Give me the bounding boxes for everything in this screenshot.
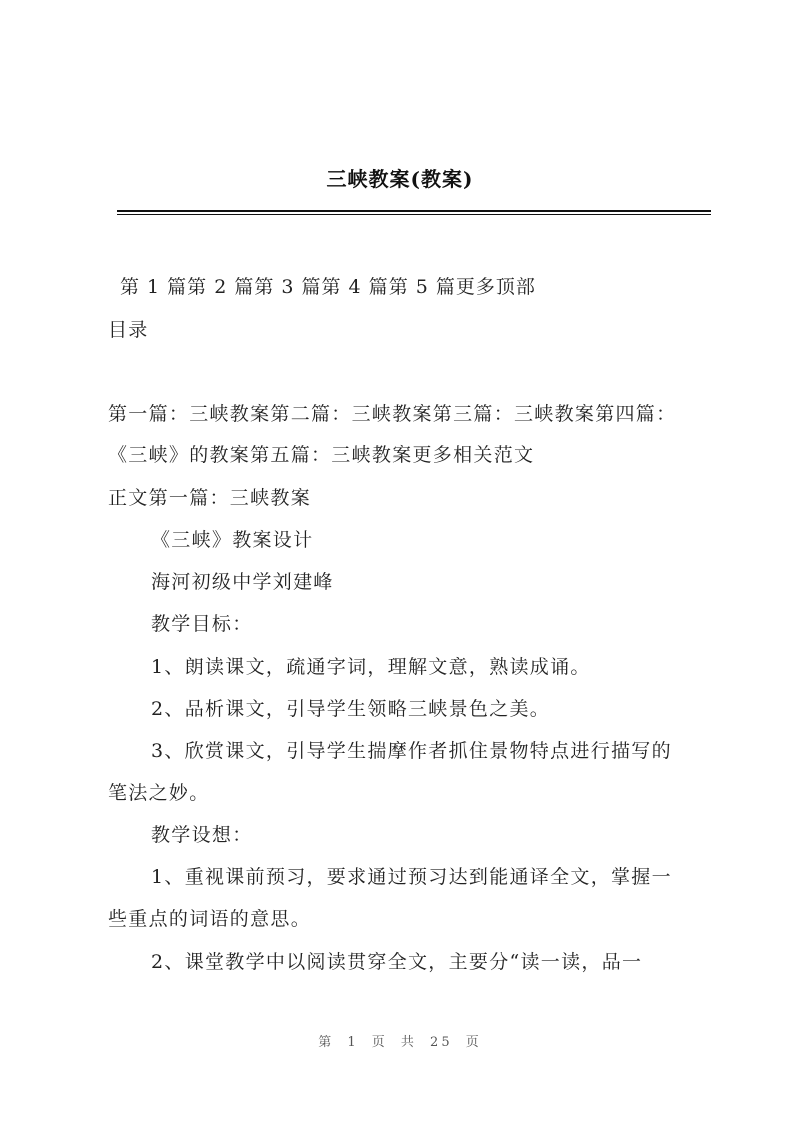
lesson-subtitle: 《三峡》教案设计 — [151, 529, 314, 551]
author-line: 海河初级中学刘建峰 — [151, 571, 334, 593]
goal-item-3-line-2: 笔法之妙。 — [108, 782, 210, 804]
toc-heading: 目录 — [108, 319, 149, 341]
idea-item-1-line-2: 些重点的词语的意思。 — [108, 908, 312, 930]
goals-heading: 教学目标： — [151, 613, 253, 635]
article-nav — [120, 275, 536, 299]
goal-item-3-line-1: 3、欣赏课文，引导学生揣摩作者抓住景物特点进行描写的 — [151, 740, 672, 762]
idea-item-1-line-1: 1、重视课前预习，要求通过预习达到能通译全文，掌握一 — [151, 866, 672, 888]
idea-item-2-line-1: 2、课堂教学中以阅读贯穿全文，主要分“读一读，品一 — [151, 951, 643, 973]
title-divider-thick — [117, 210, 711, 212]
nav-link-part-1[interactable]: 第 1 篇 — [120, 276, 188, 298]
nav-link-more[interactable]: 更多 — [455, 276, 496, 298]
title-divider-thin — [117, 214, 711, 215]
nav-link-part-2[interactable]: 第 2 篇 — [187, 276, 255, 298]
page-footer: 第 1 页 共 25 页 — [318, 1035, 482, 1050]
nav-link-top[interactable]: 顶部 — [495, 276, 536, 298]
goal-item-2: 2、品析课文，引导学生领略三峡景色之美。 — [151, 698, 551, 720]
toc-line-2[interactable]: 《三峡》的教案第五篇：三峡教案更多相关范文 — [108, 444, 535, 466]
ideas-heading: 教学设想： — [151, 824, 253, 846]
document-title: 三峡教案(教案) — [326, 167, 474, 191]
nav-link-part-3[interactable]: 第 3 篇 — [254, 276, 322, 298]
section-heading: 正文第一篇：三峡教案 — [108, 487, 312, 509]
nav-link-part-4[interactable]: 第 4 篇 — [321, 276, 389, 298]
toc-line-1[interactable]: 第一篇：三峡教案第二篇：三峡教案第三篇：三峡教案第四篇： — [108, 403, 677, 425]
nav-link-part-5[interactable]: 第 5 篇 — [388, 276, 456, 298]
goal-item-1: 1、朗读课文，疏通字词，理解文意，熟读成诵。 — [151, 656, 591, 678]
